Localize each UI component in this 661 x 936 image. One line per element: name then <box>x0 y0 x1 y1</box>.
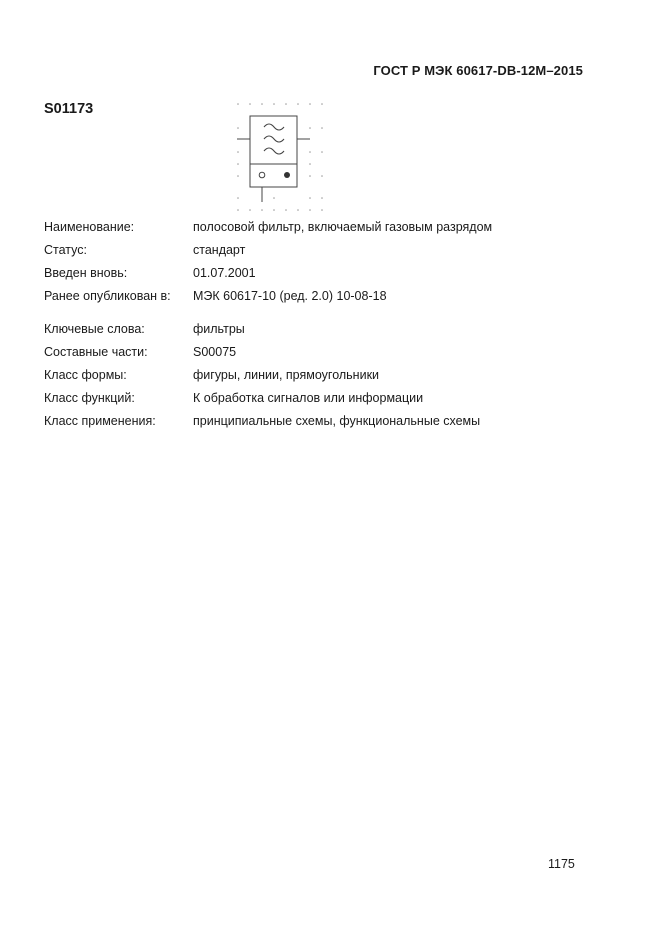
property-label: Ключевые слова: <box>44 322 145 336</box>
property-value: фигуры, линии, прямоугольники <box>193 368 380 382</box>
property-label: Введен вновь: <box>44 266 128 280</box>
tilde-wave-icon <box>264 136 284 142</box>
standard-code-header: ГОСТ Р МЭК 60617-DB-12M–2015 <box>373 63 583 78</box>
page-number: 1175 <box>548 857 575 871</box>
property-label: Класс применения: <box>44 414 156 428</box>
property-label: Класс формы: <box>44 368 127 382</box>
property-value: принципиальные схемы, функциональные схемы <box>193 414 481 428</box>
property-label: Ранее опубликован в: <box>44 289 171 303</box>
filled-circle-icon <box>284 172 290 178</box>
tilde-wave-icon <box>264 124 284 130</box>
property-label: Составные части: <box>44 345 148 359</box>
property-value: 01.07.2001 <box>193 266 256 280</box>
property-label: Наименование: <box>44 220 135 234</box>
property-label: Статус: <box>44 243 87 257</box>
property-value: S00075 <box>193 345 237 359</box>
property-label: Класс функций: <box>44 391 135 405</box>
tilde-wave-icon <box>264 148 284 154</box>
symbol-graphic <box>225 100 335 215</box>
symbol-id: S01173 <box>44 101 94 117</box>
property-value: фильтры <box>193 322 245 336</box>
property-value: К обработка сигналов или информации <box>193 391 424 405</box>
property-value: МЭК 60617-10 (ред. 2.0) 10-08-18 <box>193 289 387 303</box>
property-value: стандарт <box>193 243 246 257</box>
hollow-circle-icon <box>259 172 265 178</box>
property-value: полосовой фильтр, включаемый газовым разрядом <box>193 220 493 234</box>
